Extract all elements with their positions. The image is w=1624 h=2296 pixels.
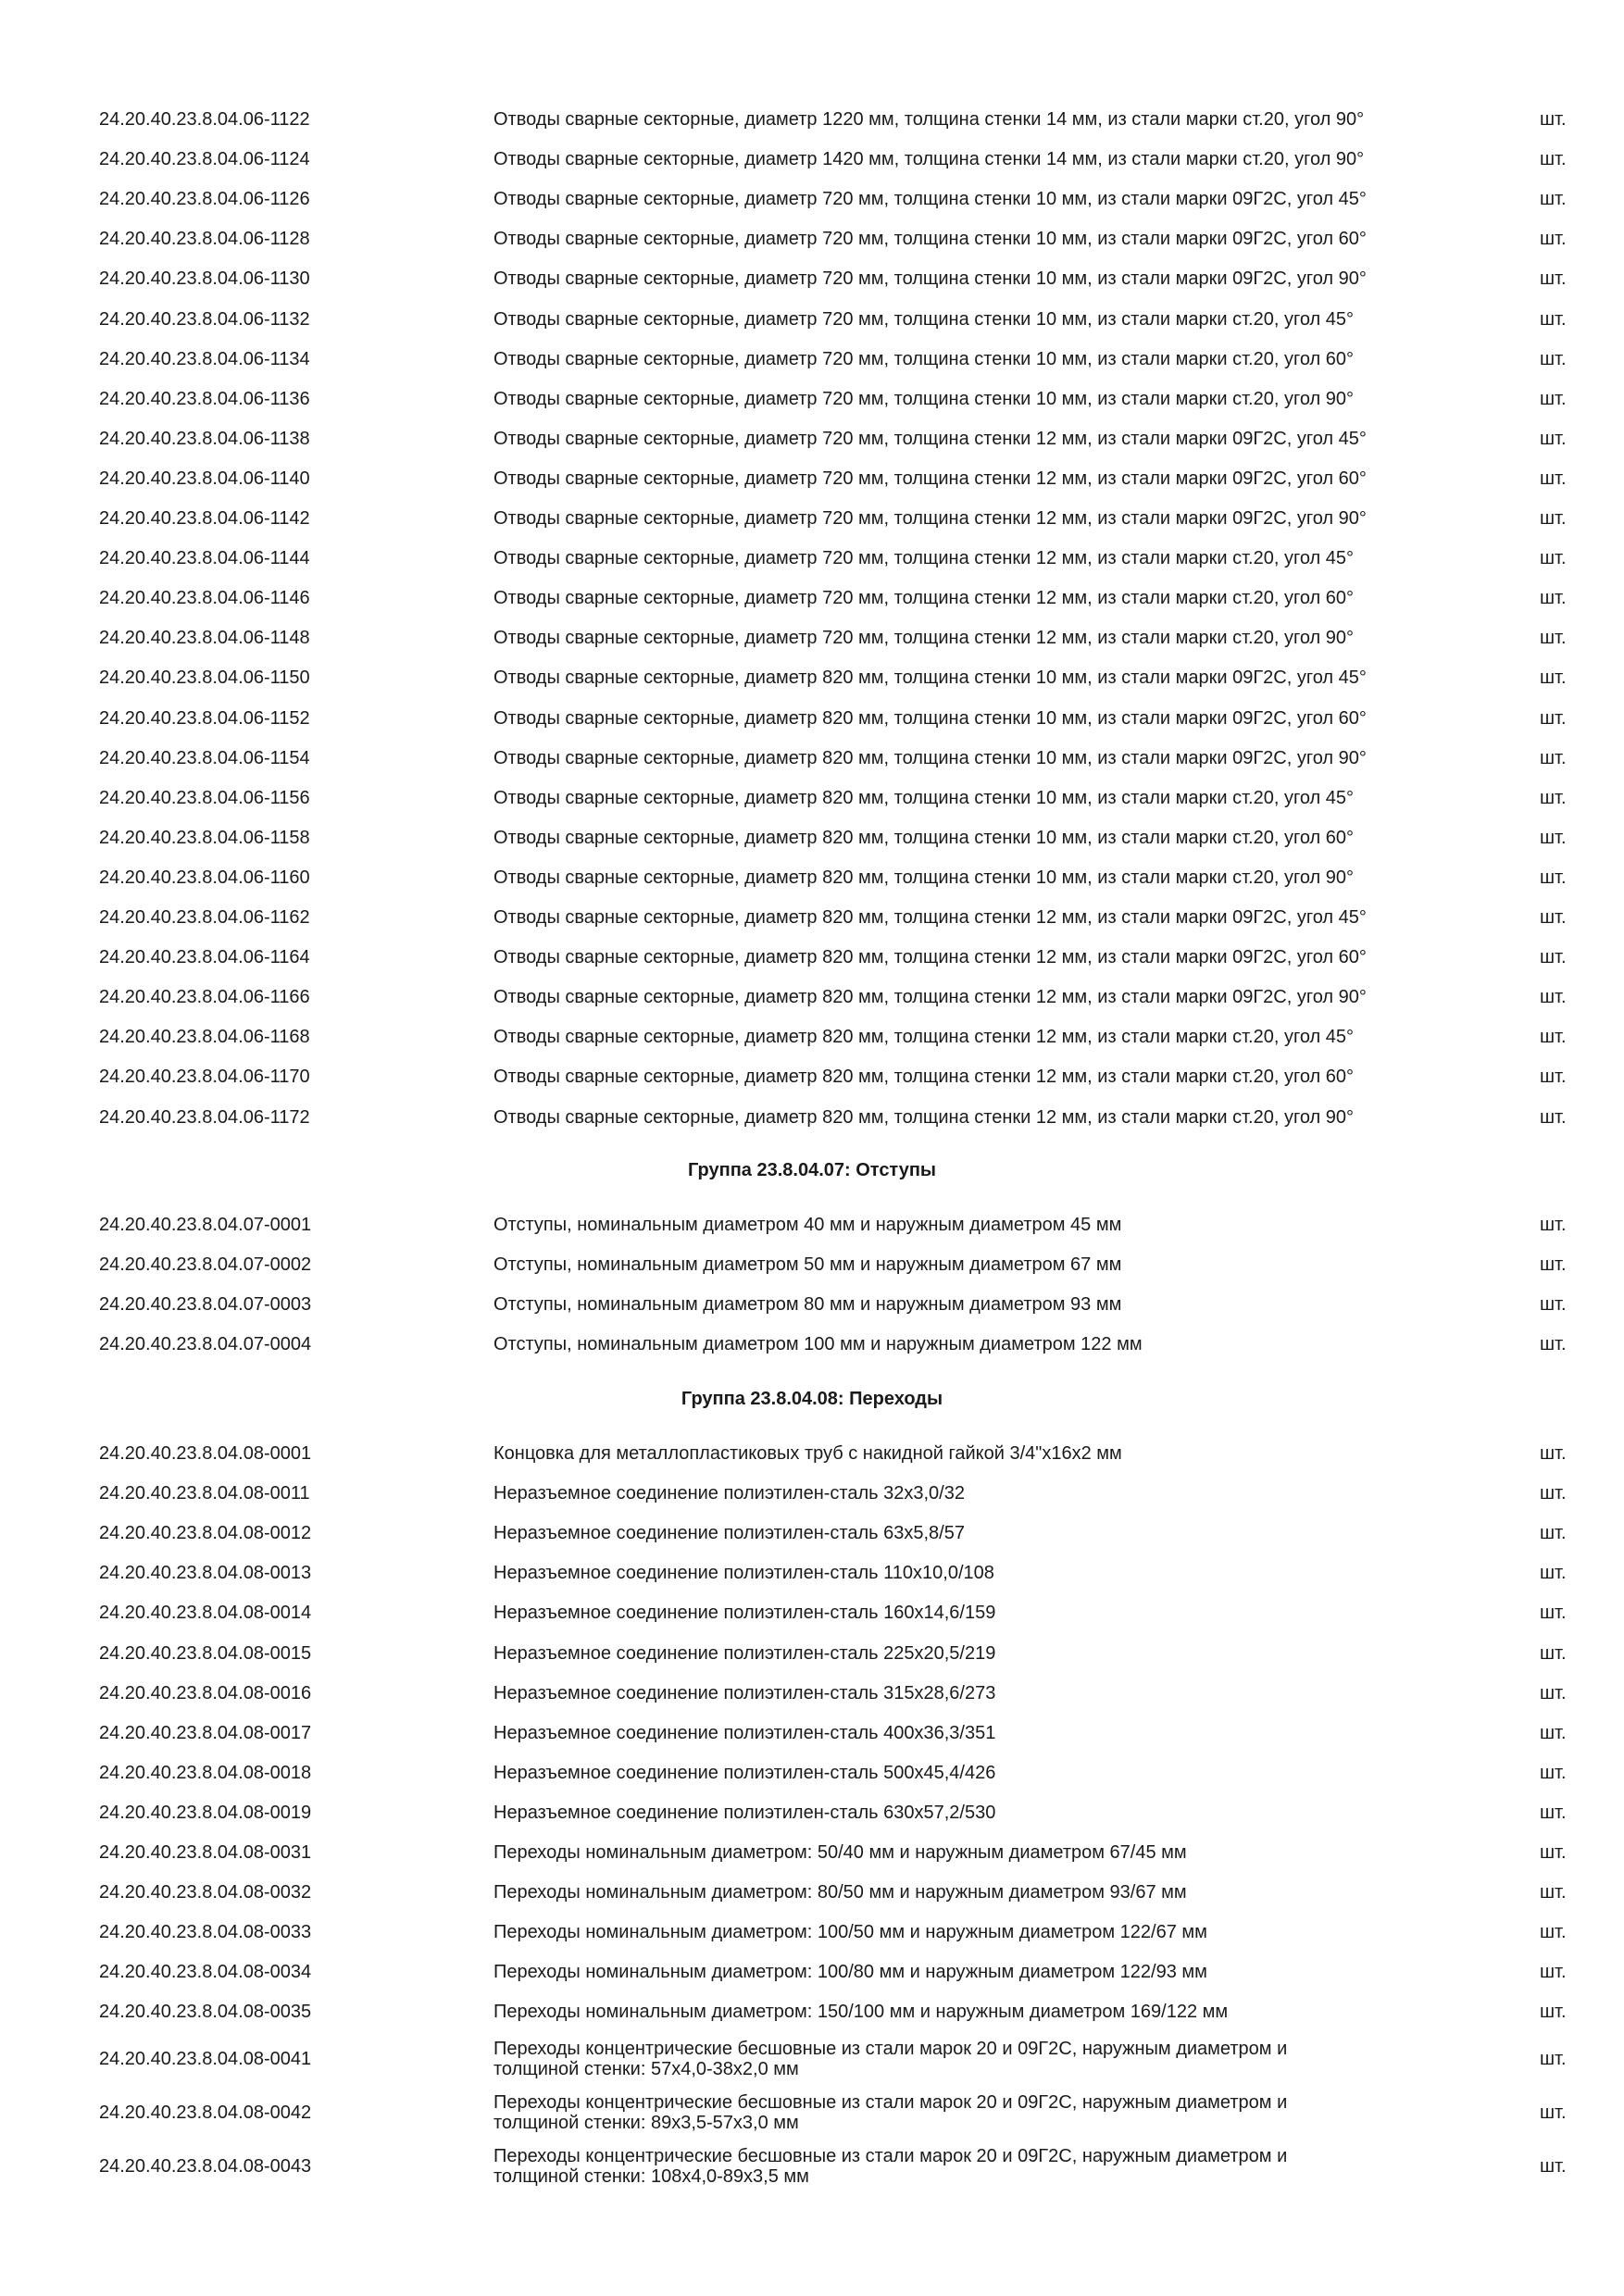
item-description: Переходы концентрические бесшовные из стали марок 20 и 09Г2С, наружным диаметром и толщиной стенки: 108х4,0-89х3,5 мм — [493, 2146, 1288, 2187]
item-description: Отводы сварные секторные, диаметр 820 мм, толщина стенки 12 мм, из стали марки 09Г2С, угол 45° — [493, 907, 1367, 928]
item-unit: шт. — [1540, 1294, 1567, 1316]
item-code: 24.20.40.23.8.04.06-1164 — [99, 947, 310, 968]
item-description: Неразъемное соединение полиэтилен-сталь 630х57,2/530 — [493, 1802, 996, 1823]
item-unit: шт. — [1540, 1603, 1567, 1624]
item-code: 24.20.40.23.8.04.07-0003 — [99, 1294, 312, 1316]
group-heading: Группа 23.8.04.07: Отступы — [687, 1160, 937, 1180]
item-description: Отводы сварные секторные, диаметр 820 мм, толщина стенки 10 мм, из стали марки 09Г2С, угол 60° — [493, 707, 1367, 729]
item-unit: шт. — [1540, 668, 1567, 689]
item-code: 24.20.40.23.8.04.06-1146 — [99, 588, 310, 609]
item-description: Неразъемное соединение полиэтилен-сталь 160х14,6/159 — [493, 1603, 996, 1624]
item-unit: шт. — [1540, 827, 1567, 848]
item-description: Отступы, номинальным диаметром 80 мм и наружным диаметром 93 мм — [493, 1294, 1122, 1316]
item-description: Отступы, номинальным диаметром 50 мм и наружным диаметром 67 мм — [493, 1254, 1122, 1276]
item-unit: шт. — [1540, 987, 1567, 1008]
item-description: Неразъемное соединение полиэтилен-сталь 110х10,0/108 — [493, 1563, 994, 1584]
item-description: Отводы сварные секторные, диаметр 720 мм, толщина стенки 10 мм, из стали марки 09Г2С, угол 90° — [493, 268, 1367, 290]
item-code: 24.20.40.23.8.04.08-0035 — [99, 2002, 312, 2023]
item-code: 24.20.40.23.8.04.08-0015 — [99, 1642, 312, 1664]
item-code: 24.20.40.23.8.04.08-0019 — [99, 1802, 312, 1823]
item-description: Отводы сварные секторные, диаметр 820 мм, толщина стенки 10 мм, из стали марки ст.20, угол 60° — [493, 827, 1354, 848]
item-code: 24.20.40.23.8.04.06-1152 — [99, 707, 310, 729]
item-code: 24.20.40.23.8.04.08-0043 — [99, 2156, 312, 2177]
item-code: 24.20.40.23.8.04.08-0011 — [99, 1483, 310, 1504]
item-unit: шт. — [1540, 907, 1567, 928]
item-code: 24.20.40.23.8.04.08-0016 — [99, 1682, 312, 1703]
item-unit: шт. — [1540, 548, 1567, 569]
item-code: 24.20.40.23.8.04.06-1140 — [99, 468, 310, 489]
item-unit: шт. — [1540, 1842, 1567, 1863]
item-code: 24.20.40.23.8.04.06-1172 — [99, 1106, 310, 1128]
item-description: Переходы номинальным диаметром: 80/50 мм и наружным диаметром 93/67 мм — [493, 1882, 1187, 1903]
item-unit: шт. — [1540, 1215, 1567, 1235]
item-description: Отводы сварные секторные, диаметр 1220 мм, толщина стенки 14 мм, из стали марки ст.20, угол 90° — [493, 109, 1365, 130]
group-heading: Группа 23.8.04.08: Переходы — [681, 1389, 943, 1409]
item-unit: шт. — [1540, 1027, 1567, 1048]
item-code: 24.20.40.23.8.04.08-0001 — [99, 1443, 312, 1464]
item-unit: шт. — [1540, 1642, 1567, 1664]
item-description: Отступы, номинальным диаметром 100 мм и наружным диаметром 122 мм — [493, 1334, 1143, 1355]
item-unit: шт. — [1540, 229, 1567, 250]
item-unit: шт. — [1540, 588, 1567, 609]
item-unit: шт. — [1540, 747, 1567, 768]
item-code: 24.20.40.23.8.04.08-0041 — [99, 2049, 312, 2069]
item-unit: шт. — [1540, 1682, 1567, 1703]
item-description: Отводы сварные секторные, диаметр 720 мм, толщина стенки 10 мм, из стали марки 09Г2С, угол 60° — [493, 229, 1367, 250]
item-unit: шт. — [1540, 2156, 1567, 2177]
item-code: 24.20.40.23.8.04.06-1126 — [99, 189, 310, 210]
item-description: Отводы сварные секторные, диаметр 720 мм, толщина стенки 10 мм, из стали марки ст.20, угол 90° — [493, 388, 1354, 409]
item-code: 24.20.40.23.8.04.06-1144 — [99, 548, 310, 569]
item-description: Концовка для металлопластиковых труб с накидной гайкой 3/4"х16х2 мм — [493, 1443, 1122, 1464]
item-code: 24.20.40.23.8.04.07-0001 — [99, 1215, 312, 1235]
item-code: 24.20.40.23.8.04.06-1160 — [99, 867, 310, 888]
item-unit: шт. — [1540, 1762, 1567, 1783]
item-unit: шт. — [1540, 1483, 1567, 1504]
item-code: 24.20.40.23.8.04.06-1128 — [99, 229, 310, 250]
item-unit: шт. — [1540, 1523, 1567, 1544]
item-description: Переходы номинальным диаметром: 100/50 мм и наружным диаметром 122/67 мм — [493, 1922, 1207, 1943]
item-unit: шт. — [1540, 787, 1567, 808]
item-description: Неразъемное соединение полиэтилен-сталь 500х45,4/426 — [493, 1762, 996, 1783]
item-code: 24.20.40.23.8.04.07-0002 — [99, 1254, 312, 1276]
item-description: Отводы сварные секторные, диаметр 720 мм, толщина стенки 12 мм, из стали марки ст.20, угол 60° — [493, 588, 1354, 609]
item-code: 24.20.40.23.8.04.08-0033 — [99, 1922, 312, 1943]
item-unit: шт. — [1540, 2049, 1567, 2069]
item-unit: шт. — [1540, 1802, 1567, 1823]
item-unit: шт. — [1540, 1722, 1567, 1743]
item-description: Отводы сварные секторные, диаметр 820 мм, толщина стенки 10 мм, из стали марки ст.20, угол 45° — [493, 787, 1354, 808]
item-code: 24.20.40.23.8.04.06-1122 — [99, 109, 310, 130]
item-unit: шт. — [1540, 468, 1567, 489]
item-unit: шт. — [1540, 707, 1567, 729]
item-description: Переходы номинальным диаметром: 50/40 мм и наружным диаметром 67/45 мм — [493, 1842, 1187, 1863]
item-unit: шт. — [1540, 1067, 1567, 1088]
item-description: Отводы сварные секторные, диаметр 820 мм, толщина стенки 10 мм, из стали марки 09Г2С, угол 45° — [493, 668, 1367, 689]
item-code: 24.20.40.23.8.04.08-0013 — [99, 1563, 312, 1584]
item-code: 24.20.40.23.8.04.08-0014 — [99, 1603, 312, 1624]
item-description: Неразъемное соединение полиэтилен-сталь 225х20,5/219 — [493, 1642, 996, 1664]
item-description: Отводы сварные секторные, диаметр 820 мм, толщина стенки 10 мм, из стали марки ст.20, угол 90° — [493, 867, 1354, 888]
item-description: Отводы сварные секторные, диаметр 820 мм, толщина стенки 12 мм, из стали марки ст.20, угол 45° — [493, 1027, 1354, 1048]
item-description: Отводы сварные секторные, диаметр 720 мм, толщина стенки 10 мм, из стали марки 09Г2С, угол 45° — [493, 189, 1367, 210]
item-description: Отступы, номинальным диаметром 40 мм и наружным диаметром 45 мм — [493, 1215, 1122, 1235]
item-unit: шт. — [1540, 2103, 1567, 2123]
item-description: Отводы сварные секторные, диаметр 720 мм, толщина стенки 12 мм, из стали марки ст.20, угол 90° — [493, 628, 1354, 649]
item-unit: шт. — [1540, 2002, 1567, 2023]
item-description: Отводы сварные секторные, диаметр 820 мм, толщина стенки 10 мм, из стали марки 09Г2С, угол 90° — [493, 747, 1367, 768]
item-code: 24.20.40.23.8.04.06-1166 — [99, 987, 310, 1008]
item-description: Отводы сварные секторные, диаметр 720 мм, толщина стенки 10 мм, из стали марки ст.20, угол 60° — [493, 348, 1354, 369]
item-code: 24.20.40.23.8.04.06-1168 — [99, 1027, 310, 1048]
item-description: Переходы концентрические бесшовные из стали марок 20 и 09Г2С, наружным диаметром и толщиной стенки: 57х4,0-38х2,0 мм — [493, 2039, 1288, 2079]
item-description: Отводы сварные секторные, диаметр 820 мм, толщина стенки 12 мм, из стали марки 09Г2С, угол 90° — [493, 987, 1367, 1008]
item-unit: шт. — [1540, 1962, 1567, 1983]
item-description: Неразъемное соединение полиэтилен-сталь 315х28,6/273 — [493, 1682, 996, 1703]
item-code: 24.20.40.23.8.04.06-1162 — [99, 907, 310, 928]
item-unit: шт. — [1540, 1106, 1567, 1128]
item-description: Переходы концентрические бесшовные из стали марок 20 и 09Г2С, наружным диаметром и толщиной стенки: 89х3,5-57х3,0 мм — [493, 2092, 1288, 2133]
item-unit: шт. — [1540, 1254, 1567, 1276]
item-unit: шт. — [1540, 1563, 1567, 1584]
item-description: Отводы сварные секторные, диаметр 720 мм, толщина стенки 12 мм, из стали марки 09Г2С, угол 90° — [493, 508, 1367, 529]
item-code: 24.20.40.23.8.04.08-0018 — [99, 1762, 312, 1783]
item-unit: шт. — [1540, 308, 1567, 330]
item-code: 24.20.40.23.8.04.06-1130 — [99, 268, 310, 290]
item-unit: шт. — [1540, 1922, 1567, 1943]
item-code: 24.20.40.23.8.04.06-1138 — [99, 428, 310, 449]
item-unit: шт. — [1540, 428, 1567, 449]
item-code: 24.20.40.23.8.04.07-0004 — [99, 1334, 312, 1355]
item-code: 24.20.40.23.8.04.06-1150 — [99, 668, 310, 689]
item-description: Отводы сварные секторные, диаметр 720 мм, толщина стенки 12 мм, из стали марки ст.20, угол 45° — [493, 548, 1354, 569]
item-code: 24.20.40.23.8.04.06-1134 — [99, 348, 310, 369]
item-unit: шт. — [1540, 149, 1567, 170]
item-unit: шт. — [1540, 268, 1567, 290]
item-code: 24.20.40.23.8.04.08-0017 — [99, 1722, 312, 1743]
item-unit: шт. — [1540, 109, 1567, 130]
item-description: Отводы сварные секторные, диаметр 820 мм, толщина стенки 12 мм, из стали марки 09Г2С, угол 60° — [493, 947, 1367, 968]
item-code: 24.20.40.23.8.04.08-0031 — [99, 1842, 312, 1863]
item-code: 24.20.40.23.8.04.06-1156 — [99, 787, 310, 808]
item-code: 24.20.40.23.8.04.06-1136 — [99, 388, 310, 409]
item-unit: шт. — [1540, 1882, 1567, 1903]
item-description: Неразъемное соединение полиэтилен-сталь 63х5,8/57 — [493, 1523, 965, 1544]
item-unit: шт. — [1540, 628, 1567, 649]
item-description: Отводы сварные секторные, диаметр 720 мм, толщина стенки 12 мм, из стали марки 09Г2С, угол 45° — [493, 428, 1367, 449]
item-code: 24.20.40.23.8.04.08-0012 — [99, 1523, 312, 1544]
item-unit: шт. — [1540, 348, 1567, 369]
item-description: Неразъемное соединение полиэтилен-сталь 32х3,0/32 — [493, 1483, 965, 1504]
item-code: 24.20.40.23.8.04.06-1158 — [99, 827, 310, 848]
item-description: Отводы сварные секторные, диаметр 720 мм, толщина стенки 12 мм, из стали марки 09Г2С, угол 60° — [493, 468, 1367, 489]
item-code: 24.20.40.23.8.04.06-1132 — [99, 308, 310, 330]
item-description: Переходы номинальным диаметром: 100/80 мм и наружным диаметром 122/93 мм — [493, 1962, 1207, 1983]
item-code: 24.20.40.23.8.04.08-0032 — [99, 1882, 312, 1903]
item-code: 24.20.40.23.8.04.06-1170 — [99, 1067, 310, 1088]
item-description: Переходы номинальным диаметром: 150/100 мм и наружным диаметром 169/122 мм — [493, 2002, 1229, 2023]
item-unit: шт. — [1540, 867, 1567, 888]
item-unit: шт. — [1540, 508, 1567, 529]
item-description: Неразъемное соединение полиэтилен-сталь 400х36,3/351 — [493, 1722, 996, 1743]
item-unit: шт. — [1540, 947, 1567, 968]
item-unit: шт. — [1540, 189, 1567, 210]
item-code: 24.20.40.23.8.04.08-0042 — [99, 2103, 312, 2123]
item-description: Отводы сварные секторные, диаметр 1420 мм, толщина стенки 14 мм, из стали марки ст.20, угол 90° — [493, 149, 1365, 170]
item-code: 24.20.40.23.8.04.06-1142 — [99, 508, 310, 529]
item-description: Отводы сварные секторные, диаметр 820 мм, толщина стенки 12 мм, из стали марки ст.20, угол 60° — [493, 1067, 1354, 1088]
item-code: 24.20.40.23.8.04.08-0034 — [99, 1962, 312, 1983]
item-code: 24.20.40.23.8.04.06-1124 — [99, 149, 310, 170]
item-code: 24.20.40.23.8.04.06-1154 — [99, 747, 310, 768]
item-description: Отводы сварные секторные, диаметр 720 мм, толщина стенки 10 мм, из стали марки ст.20, угол 45° — [493, 308, 1354, 330]
item-unit: шт. — [1540, 388, 1567, 409]
item-description: Отводы сварные секторные, диаметр 820 мм, толщина стенки 12 мм, из стали марки ст.20, угол 90° — [493, 1106, 1354, 1128]
item-code: 24.20.40.23.8.04.06-1148 — [99, 628, 310, 649]
item-unit: шт. — [1540, 1334, 1567, 1355]
item-unit: шт. — [1540, 1443, 1567, 1464]
